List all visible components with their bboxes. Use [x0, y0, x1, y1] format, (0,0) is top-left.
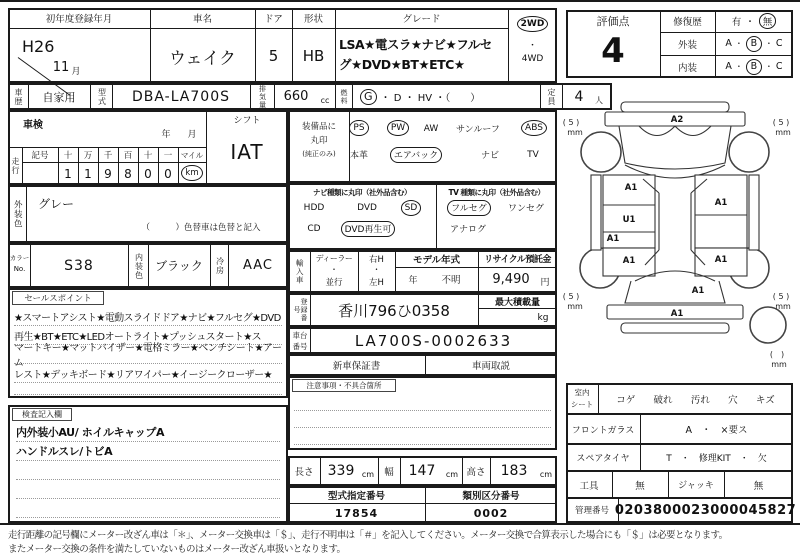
length-label: 長さ [294, 467, 314, 478]
grade-line1: LSA★電スラ★ナビ★フルセ [339, 37, 492, 52]
front-glass-value: A ・ ×要ス [685, 425, 748, 436]
digit-header: 万 [83, 151, 93, 161]
sales-point-line: 再生★BT★ETC★LEDオートライト★プッシュスタート★ス [14, 326, 282, 345]
tire-depth-unit: mm [775, 128, 791, 137]
digit-header: 千 [103, 151, 113, 161]
sales-point-line: ★スマートアシスト★電動スライドドア★ナビ★フルセグ★DVD [14, 307, 282, 326]
front-glass-label: フロントガラス [571, 425, 635, 436]
blank-line [294, 411, 551, 428]
sales-point-line: マートキー★マットバイザー★電格ミラー★ベンチシート★アーム [14, 343, 282, 369]
height-unit: cm [539, 470, 553, 479]
interior-color-label: 内装色 [134, 252, 144, 280]
color-change-note: （ ）色替車は色替と記入 [141, 223, 261, 233]
tire-depth-front-right: ( 5 ) [772, 118, 790, 127]
caution-label [292, 379, 396, 392]
fuel-other-options: ・ D ・ HV ・（ ） [380, 93, 481, 104]
chassis-label-2: 番号 [292, 341, 308, 351]
top-rule [0, 0, 800, 2]
height-label: 高さ [466, 467, 486, 478]
type-designation-label: 型式指定番号 [327, 491, 385, 502]
tire-depth-rear-right: ( 5 ) [772, 292, 790, 301]
first-registration-year: H26 [22, 36, 55, 56]
repair-yes: 有 [731, 17, 742, 28]
class-number-value: 0002 [473, 506, 509, 520]
drive-2wd-selected [508, 14, 557, 34]
repair-history-label: 修復歴 [673, 17, 702, 28]
divider [478, 308, 557, 309]
repair-no-selected: 無 [759, 13, 777, 29]
width-unit: cm [445, 470, 459, 479]
car-damage-diagram [555, 85, 795, 385]
spare-tire-value: T ・ 修理KIT ・ 欠 [666, 454, 767, 464]
management-number-value: 0203800023000045827 [614, 502, 797, 518]
sales-point-line: レスト★デッキボード★リアワイパー★イージークローザー★ [14, 364, 282, 383]
car-name-label: 車名 [192, 14, 212, 25]
ac-label: 冷房 [215, 257, 225, 275]
exterior-color-value: グレー [38, 196, 75, 211]
chassis-number: LA700S-0002633 [354, 331, 513, 350]
handle-left: 左H [369, 278, 384, 288]
shift-label: シフト [233, 116, 261, 126]
mileage-label: 走行 [11, 157, 20, 175]
payload-label: 最大積載量 [494, 297, 540, 308]
import-dealer: ディーラー [315, 254, 353, 263]
grade-a: A [725, 61, 732, 72]
month-unit: 月 [71, 66, 81, 77]
mileage-digit: 1 [64, 166, 72, 181]
first-registration-label: 初年度登録年月 [45, 14, 113, 25]
damage-rear-gate: A1 [691, 286, 705, 296]
interior-grade-label: 内装 [677, 62, 697, 74]
nav-cd: CD [307, 223, 321, 234]
management-number-label: 管理番号 [574, 506, 609, 516]
footer-note-line1: 走行距離の記号欄にメーター改ざん車は「＊」、メーター交換車は「＄」、走行不明車は「＃」を記入してください。メーター交換で合算表示した場合にも「＄」は必要となります。 [8, 529, 728, 541]
damage-left-center: U1 [622, 215, 636, 225]
digit-header: 一 [163, 151, 173, 161]
divider [436, 183, 437, 250]
interior-color-value: ブラック [155, 259, 203, 273]
equip-sunroof: サンルーフ [456, 125, 500, 135]
manual-label: 車両取説 [471, 361, 510, 372]
shape-label: 形状 [303, 14, 323, 25]
damage-left-rear-door: A1 [622, 256, 636, 266]
front-top-trim [621, 102, 729, 112]
recycle-label: リサイクル預託金 [484, 255, 551, 265]
blank-line [14, 383, 282, 395]
grade-line2: グ★DVD★BT★ETC★ [339, 57, 465, 72]
sales-points-label [12, 291, 104, 305]
capacity-label: 定員 [547, 87, 556, 106]
divider [395, 267, 478, 268]
mileage-sign-label: 記号 [31, 151, 49, 161]
wheel-front-left [581, 132, 621, 172]
nav-dvd-play-selected [336, 219, 400, 238]
displacement-label: 排気量 [258, 84, 267, 109]
footer-note-line2: またメーター交換の条件を満たしていないものはメーター改ざん車扱いとなります。 [8, 543, 346, 555]
exterior-color-label: 外装色 [12, 199, 23, 229]
digit-header: 十 [63, 151, 73, 161]
km-unit-selected [178, 164, 206, 182]
seat-item: 破れ [653, 395, 673, 406]
exterior-grade-b-selected: B [746, 36, 762, 52]
width-label: 幅 [384, 467, 394, 478]
import-parallel: 並行 [325, 278, 343, 288]
length-unit: cm [361, 470, 375, 479]
option-dot: ・ [764, 62, 773, 71]
equip-aw: AW [423, 123, 439, 134]
history-label: 車歴 [14, 88, 23, 106]
divider [26, 185, 27, 243]
nav-hdd: HDD [303, 202, 325, 213]
registration-label: 登録番号 [293, 298, 308, 322]
equipment-label-2: 丸印 [310, 136, 328, 146]
mileage-digit: 9 [104, 166, 112, 181]
tv-oneseg: ワンセグ [507, 204, 544, 214]
seat-item: コゲ [616, 395, 636, 406]
tv-analog: アナログ [449, 225, 486, 235]
jack-label: ジャッキ [678, 481, 714, 491]
tv-fullseg: フルセグ [447, 200, 491, 216]
nav-dvd-play: DVD再生可 [341, 221, 396, 237]
model-year-value: 不明 [441, 275, 461, 286]
drive-dot: ・ [527, 40, 537, 51]
equip-abs-selected [516, 119, 552, 137]
equip-abs: ABS [521, 120, 547, 136]
import-label: 輸入車 [295, 259, 305, 285]
digit-header: 百 [123, 151, 133, 161]
tire-depth-unit: mm [567, 128, 583, 137]
color-no-label-2: No. [13, 265, 26, 273]
equip-pw-selected [382, 119, 414, 137]
fuel-label: 燃料 [340, 88, 348, 105]
sales-points-label-text: セールスポイント [24, 294, 92, 304]
rear-panel [625, 281, 725, 303]
equip-airbag-selected [388, 145, 444, 164]
bottom-rule [0, 523, 800, 525]
equipment-label-3: (純正のみ) [302, 150, 336, 158]
score-label: 評価点 [596, 15, 630, 28]
divider [478, 267, 557, 268]
mile-unit-label: マイル [180, 150, 204, 160]
blank-line [16, 480, 280, 499]
door-label: ドア [264, 14, 283, 25]
blank-line [294, 394, 551, 411]
handle-right: 右H [369, 254, 384, 265]
car-name: ウェイク [169, 48, 236, 69]
damage-left-rocker: A1 [606, 234, 620, 244]
damage-rear-bumper: A1 [670, 309, 684, 319]
grade-a: A [725, 38, 732, 49]
nav-type-header: ナビ種類に丸印（社外品含む） [313, 188, 411, 197]
fuel-options [360, 83, 538, 110]
equip-ps: PS [349, 120, 368, 136]
blank-line [16, 499, 280, 518]
capacity-value: 4 [574, 88, 584, 105]
exterior-grade-options [715, 32, 793, 55]
shaken-month-label: 月 [187, 129, 197, 140]
class-number-label: 類別区分番号 [462, 491, 520, 502]
divider [210, 243, 211, 288]
equip-pw: PW [387, 120, 409, 136]
spare-tire-depth-unit: mm [771, 360, 787, 369]
grade-label: グレード [402, 14, 441, 25]
body-shape: HB [302, 47, 325, 65]
option-dot: ・ [745, 17, 755, 28]
shift-value: IAT [230, 140, 264, 164]
payload-unit: kg [537, 312, 549, 323]
seat-label-1: 室内 [574, 388, 590, 397]
equip-airbag: エアバック [390, 147, 442, 163]
damage-right-rear: A1 [714, 255, 728, 265]
rear-bottom-trim [621, 323, 729, 333]
interior-grade-options [715, 55, 793, 78]
option-dot: ・ [734, 62, 743, 71]
chassis-label-1: 車台 [292, 330, 308, 340]
right-door-panel [695, 175, 747, 248]
tire-depth-unit: mm [775, 302, 791, 311]
color-no-value: S38 [64, 257, 94, 274]
hood [619, 126, 731, 169]
type-designation-value: 17854 [334, 506, 379, 520]
seat-item: 穴 [728, 395, 738, 406]
color-no-label-1: カラー [9, 253, 30, 262]
blank-line [294, 428, 551, 445]
model-year-label: モデル年式 [412, 254, 461, 266]
blank-line [16, 461, 280, 480]
tool-label: 工具 [579, 480, 599, 492]
grade-c: C [775, 61, 783, 72]
option-dot: ・ [734, 39, 743, 48]
wheel-front-right [729, 132, 769, 172]
header-underline [8, 28, 508, 29]
jack-value: 無 [753, 480, 764, 492]
spare-tire-depth: ( ) [769, 350, 785, 359]
tire-depth-front-left: ( 5 ) [562, 118, 580, 127]
displacement-unit: cc [320, 96, 330, 105]
check-notes-label-text: 検査記入欄 [22, 410, 62, 419]
option-dot: ・ [764, 39, 773, 48]
recycle-value: 9,490 [492, 271, 530, 287]
drive-2wd: 2WD [517, 16, 549, 32]
import-dot: ・ [330, 265, 338, 274]
left-rocker [591, 175, 601, 250]
mileage-digit: 0 [144, 166, 152, 181]
registration-number: 香川796ひ0358 [338, 301, 450, 320]
mileage-digit: 1 [84, 166, 92, 181]
seat-condition-items [598, 383, 793, 415]
length-value: 339 [327, 463, 355, 479]
divider [352, 83, 353, 110]
mileage-digit: 0 [164, 166, 172, 181]
equip-leather: 本革 [349, 151, 368, 161]
capacity-unit: 人 [595, 95, 603, 105]
caution-label-text: 注意事項・不具合箇所 [306, 381, 382, 390]
score-value: 4 [601, 31, 625, 71]
check-note-line: ハンドルスレ/トビA [16, 442, 280, 461]
nav-sd-selected [396, 198, 426, 217]
nav-dvd: DVD [357, 202, 377, 213]
tool-value: 無 [635, 480, 645, 492]
seat-label-2: シート [570, 400, 594, 409]
warranty-label: 新車保証書 [332, 361, 381, 372]
divider [288, 503, 557, 504]
divider [90, 83, 91, 110]
spare-tire-label: スペアタイヤ [576, 454, 630, 464]
damage-right-front: A1 [714, 198, 728, 208]
door-count: 5 [268, 47, 279, 65]
shaken-label: 車検 [23, 119, 43, 131]
handle-dot: ・ [372, 265, 381, 274]
fuel-gasoline-selected: G [360, 89, 377, 105]
exterior-grade-label: 外装 [677, 39, 697, 51]
usage-history: 自家用 [42, 90, 76, 104]
right-rocker [749, 175, 759, 250]
seat-item: キズ [755, 395, 775, 406]
recycle-unit: 円 [540, 278, 550, 288]
tire-depth-unit: mm [567, 302, 583, 311]
km-unit: km [181, 165, 202, 181]
divider [128, 243, 129, 288]
repair-history-options [715, 10, 793, 32]
digit-header: 十 [143, 151, 153, 161]
check-note-line: 内外装小AU/ ホイルキャップA [16, 423, 280, 442]
tire-depth-rear-left: ( 5 ) [562, 292, 580, 301]
equip-ps-selected [344, 119, 374, 137]
displacement-value: 660 [283, 89, 309, 104]
damage-front-bumper: A2 [670, 115, 684, 125]
seat-item: 汚れ [690, 395, 710, 406]
model-code-label: 型式 [97, 88, 107, 106]
equip-tv: TV [527, 149, 539, 160]
height-value: 183 [500, 463, 528, 479]
ac-value: AAC [243, 258, 273, 273]
tv-type-header: TV 種類に丸印（社外品含む） [448, 188, 545, 197]
tv-fullseg-selected [442, 198, 496, 217]
model-year-year: 年 [408, 275, 418, 286]
grade-c: C [775, 38, 783, 49]
model-code: DBA-LA700S [131, 88, 230, 105]
damage-left-front-door: A1 [624, 183, 638, 193]
interior-grade-b-selected: B [746, 59, 762, 75]
nav-sd: SD [401, 200, 422, 216]
equipment-label-1: 装備品に [301, 122, 336, 132]
check-notes-label [12, 408, 72, 421]
shaken-year-label: 年 [161, 129, 171, 140]
mileage-digit: 8 [124, 166, 132, 181]
width-value: 147 [408, 463, 436, 479]
first-registration-month: 11 [52, 59, 70, 75]
spare-tire-circle [750, 307, 786, 343]
equip-navi: ナビ [480, 151, 499, 161]
drive-4wd: 4WD [521, 54, 544, 64]
